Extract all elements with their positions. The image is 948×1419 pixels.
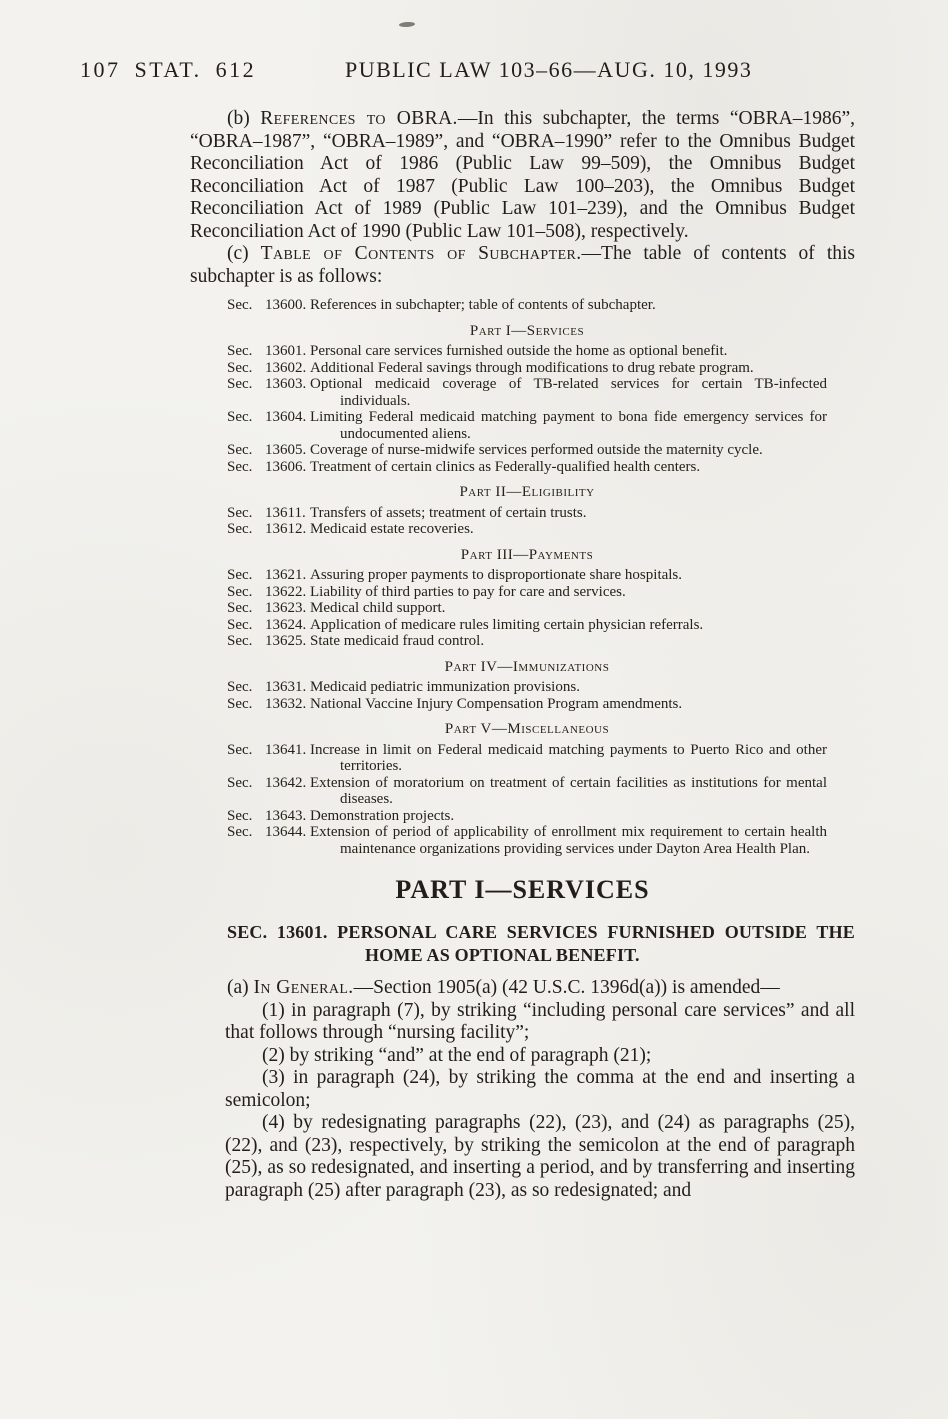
toc-section-title: State medicaid fraud control. — [310, 633, 485, 649]
toc-entry-13600 — [227, 297, 827, 314]
toc-section-title: Personal care services furnished outside the home as optional benefit. — [310, 343, 728, 359]
toc-section-title: Treatment of certain clinics as Federally-qualified health centers. — [310, 458, 701, 475]
subsection-a-label: (a) — [227, 977, 254, 998]
toc-section-title: Transfers of assets; treatment of certain trusts. — [310, 504, 587, 521]
toc-entry-13632 — [227, 696, 827, 713]
toc-part-heading: Part IV—Immunizations — [444, 658, 610, 675]
toc-section-number: 13602. — [265, 359, 307, 376]
toc-entry-13644 — [227, 824, 827, 857]
page-header — [0, 57, 948, 85]
subsection-c-label: (c) — [227, 243, 261, 264]
amendment-clause-1: (1) in paragraph (7), by striking “including personal care services” and all that follows through “nursing facility”; — [225, 999, 855, 1043]
toc-sec-label: Sec. — [227, 679, 253, 695]
toc-section-title: Medicaid pediatric immunization provisions. — [310, 679, 580, 695]
toc-section-title: Additional Federal savings through modifications to drug rebate program. — [310, 359, 754, 376]
page-body — [190, 85, 855, 1202]
subsection-b-heading: References to OBRA. — [260, 108, 458, 129]
toc-section-number: 13600. — [265, 297, 307, 313]
subsection-b-text: —In this subchapter, the terms “OBRA–1986”, “OBRA–1987”, “OBRA–1989”, and “OBRA–1990” refer to the Omnibus Budget Reconciliation Act of 1986 (Public Law 99–509), the Omnibus Budget Reconciliation Act of 1987 (Public Law 100–203), the Omnibus Budget Reconciliation Act of 1989 (Public Law 101–239), and the Omnibus Budget Reconciliation Act of 1990 (Public Law 101–508), respectively. — [190, 108, 855, 242]
toc-entry-13642 — [227, 775, 827, 808]
toc-sec-label: Sec. — [227, 695, 253, 712]
paragraph-table-of-contents — [190, 243, 855, 288]
toc-part-heading: Part V—Miscellaneous — [444, 721, 610, 737]
toc-section-number: 13641. — [265, 741, 307, 758]
section-13601-heading: SEC. 13601. PERSONAL CARE SERVICES FURNISHED OUTSIDE THE HOME AS OPTIONAL BENEFIT. — [227, 922, 855, 965]
toc-sec-label: Sec. — [227, 409, 253, 425]
toc-section-title: Liability of third parties to pay for care and services. — [310, 583, 626, 600]
toc-entry-13622 — [227, 584, 827, 601]
toc-sec-label: Sec. — [227, 616, 253, 633]
toc-sec-label: Sec. — [227, 633, 253, 649]
toc-section-number: 13621. — [265, 567, 307, 583]
toc-sec-label: Sec. — [227, 600, 253, 616]
toc-sec-label: Sec. — [227, 442, 253, 458]
toc-section-number: 13643. — [265, 807, 307, 824]
toc-part-miscellaneous — [227, 721, 827, 857]
toc-part-immunizations — [227, 659, 827, 713]
toc-section-number: 13625. — [265, 633, 307, 649]
toc-sec-label: Sec. — [227, 824, 253, 840]
paragraph-in-general — [190, 977, 855, 1000]
toc-entry-13606 — [227, 459, 827, 476]
toc-section-title: Medicaid estate recoveries. — [310, 521, 474, 537]
statute-page-number: 107 STAT. 612 — [80, 57, 257, 82]
toc-entry-13643 — [227, 808, 827, 825]
toc-entry-13625 — [227, 633, 827, 650]
toc-section-number: 13606. — [265, 458, 307, 475]
toc-sec-label: Sec. — [227, 741, 253, 758]
toc-section-number: 13605. — [265, 442, 307, 458]
amendment-clause-4: (4) by redesignating paragraphs (22), (23), and (24) as paragraphs (25), (22), and (23), respectively, by striking the semicolon at the end of paragraph (25), as so redesignated, and inserting a period, and by transferring and inserting paragraph (25) after paragraph (23), as so redesignated; and — [225, 1112, 855, 1201]
toc-section-title: Increase in limit on Federal medicaid matching payments to Puerto Rico and other territories. — [310, 741, 827, 774]
toc-sec-label: Sec. — [227, 807, 253, 824]
toc-sec-label: Sec. — [227, 583, 253, 600]
toc-section-number: 13601. — [265, 343, 307, 359]
toc-part-payments — [227, 547, 827, 650]
toc-sec-label: Sec. — [227, 504, 253, 521]
subsection-c-heading: Table of Contents of Subchapter. — [260, 243, 582, 264]
toc-sec-label: Sec. — [227, 458, 253, 475]
amendment-list — [190, 1000, 855, 1203]
toc-entry-13623 — [227, 600, 827, 617]
toc-section-title: National Vaccine Injury Compensation Program amendments. — [310, 695, 683, 712]
toc-sec-label: Sec. — [227, 567, 253, 583]
toc-sec-label: Sec. — [227, 343, 253, 359]
toc-section-number: 13612. — [265, 521, 307, 537]
toc-part-services — [227, 323, 827, 476]
toc-entry-13631 — [227, 679, 827, 696]
amendment-clause-3: (3) in paragraph (24), by striking the comma at the end and inserting a semicolon; — [225, 1067, 855, 1111]
toc-section-number: 13611. — [265, 504, 306, 521]
subsection-a-heading: In General. — [253, 977, 354, 998]
part-i-heading: PART I—SERVICES — [395, 875, 650, 904]
toc-entry-13641 — [227, 742, 827, 775]
amendment-clause-2: (2) by striking “and” at the end of paragraph (21); — [262, 1044, 652, 1066]
toc-part-heading: Part I—Services — [469, 322, 585, 339]
toc-entry-13604 — [227, 409, 827, 442]
toc-section-number: 13642. — [265, 774, 307, 791]
toc-entry-13602 — [227, 360, 827, 377]
toc-entry-13621 — [227, 567, 827, 584]
toc-section-title: References in subchapter; table of contents of subchapter. — [310, 297, 656, 313]
toc-sec-label: Sec. — [227, 376, 253, 392]
toc-section-number: 13623. — [265, 600, 307, 616]
toc-section-title: Assuring proper payments to disproportionate share hospitals. — [310, 567, 683, 583]
toc-section-title: Extension of moratorium on treatment of certain facilities as institutions for mental diseases. — [310, 774, 827, 807]
toc-sec-label: Sec. — [227, 297, 253, 313]
toc-part-eligibility — [227, 484, 827, 538]
toc-section-number: 13604. — [265, 409, 307, 425]
toc-section-number: 13603. — [265, 376, 307, 392]
toc-part-heading: Part III—Payments — [460, 546, 594, 563]
subsection-b-label: (b) — [227, 108, 261, 129]
toc-section-number: 13632. — [265, 695, 307, 712]
toc-section-title: Extension of period of applicability of enrollment mix requirement to certain health maintenance organizations providing services under Dayton Area Health Plan. — [310, 824, 827, 857]
table-of-contents — [227, 297, 827, 857]
subsection-a-text: —Section 1905(a) (42 U.S.C. 1396d(a)) is amended— — [353, 977, 780, 998]
toc-section-title: Application of medicare rules limiting certain physician referrals. — [310, 616, 704, 633]
toc-sec-label: Sec. — [227, 521, 253, 537]
toc-section-title: Optional medicaid coverage of TB-related services for certain TB-infected individuals. — [310, 376, 827, 409]
toc-section-number: 13644. — [265, 824, 307, 840]
toc-section-number: 13624. — [265, 616, 307, 633]
scan-smudge — [399, 21, 415, 27]
toc-entry-13603 — [227, 376, 827, 409]
toc-entry-13611 — [227, 505, 827, 522]
toc-section-title: Medical child support. — [310, 600, 446, 616]
running-head-law-title: PUBLIC LAW 103–66—AUG. 10, 1993 — [345, 57, 753, 82]
toc-entry-13605 — [227, 442, 827, 459]
toc-entry-13612 — [227, 521, 827, 538]
toc-entry-13624 — [227, 617, 827, 634]
toc-section-title: Limiting Federal medicaid matching payment to bona fide emergency services for undocumented aliens. — [310, 409, 827, 442]
subsection-c-text: —The table of contents of this subchapter is as follows: — [190, 243, 855, 287]
toc-entry-13601 — [227, 343, 827, 360]
toc-section-title: Coverage of nurse-midwife services performed outside the maternity cycle. — [310, 442, 763, 458]
toc-section-title: Demonstration projects. — [310, 807, 455, 824]
toc-sec-label: Sec. — [227, 359, 253, 376]
toc-section-number: 13631. — [265, 679, 307, 695]
toc-sec-label: Sec. — [227, 774, 253, 791]
toc-part-heading: Part II—Eligibility — [459, 484, 595, 500]
toc-section-number: 13622. — [265, 583, 307, 600]
paragraph-references-to-obra — [190, 108, 855, 243]
